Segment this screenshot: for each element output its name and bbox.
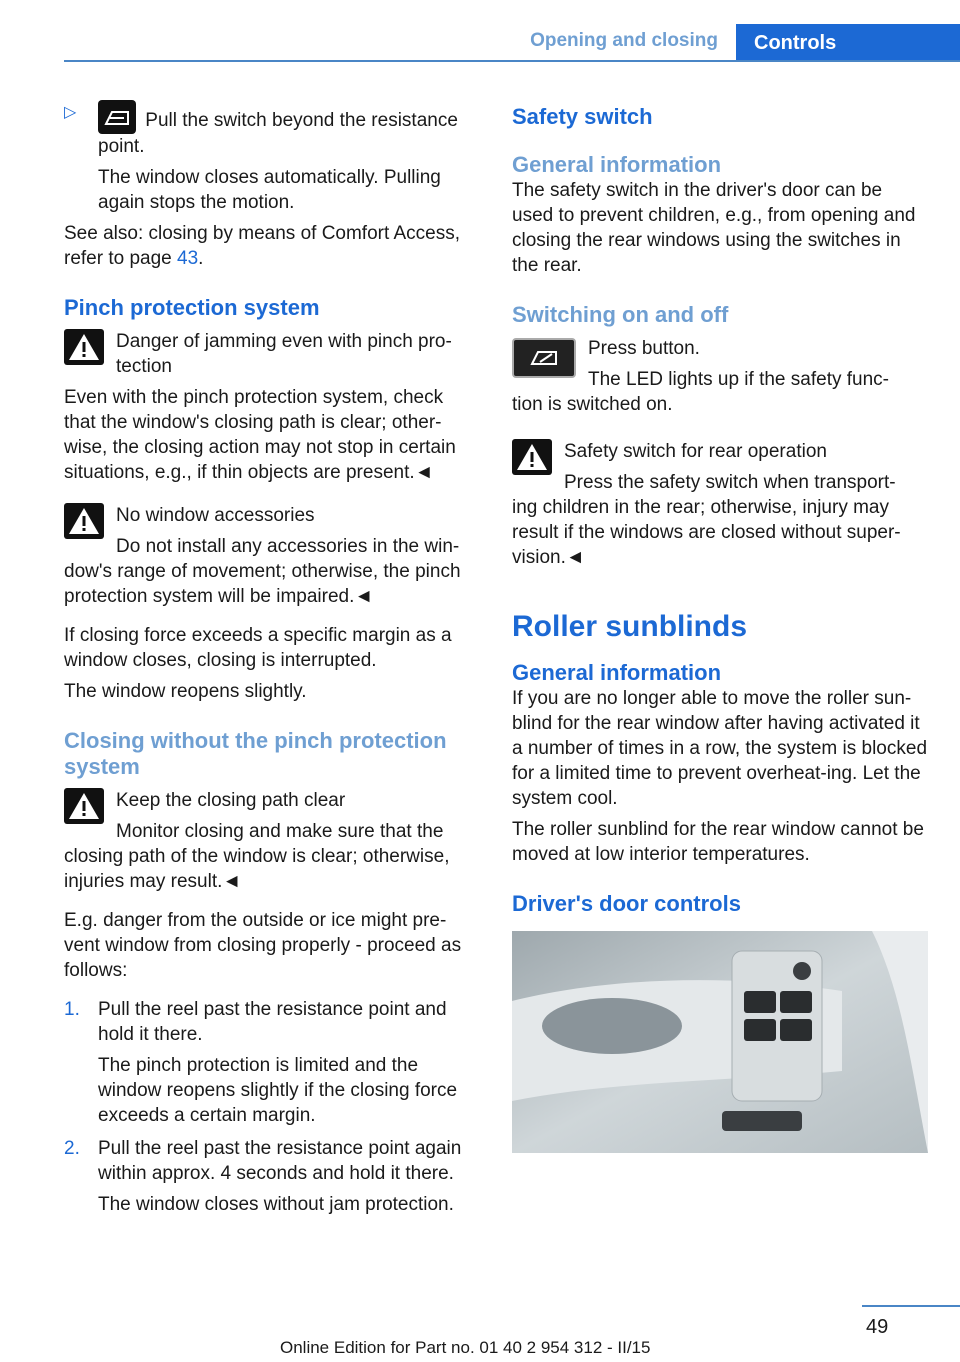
warning-icon: [512, 439, 552, 475]
see-also-text: See also: closing by means of Comfort Access, refer to page 43.: [64, 223, 461, 269]
step-subtext: The window closes without jam protection.: [98, 1194, 454, 1215]
warning-icon: [64, 329, 104, 365]
warning-title: Danger of jamming even with pinch pro-tection: [116, 331, 452, 377]
step-text: Pull the reel past the resistance point and hold it there.: [98, 999, 447, 1045]
paragraph: The window reopens slightly.: [64, 681, 307, 702]
press-button-text: Press button.: [588, 338, 700, 359]
warning-icon: [64, 788, 104, 824]
header-rule: [64, 60, 960, 62]
list-item: [64, 997, 480, 1128]
header-chapter-tab[interactable]: Controls: [736, 24, 960, 62]
led-text: tion is switched on.: [512, 394, 673, 415]
drivers-door-controls-photo: [512, 931, 928, 1153]
warning-body-line: Monitor closing and make sure that the: [116, 821, 444, 842]
drivers-door-controls-heading: Driver's door controls: [512, 891, 741, 916]
header-section-title: Opening and closing: [530, 30, 718, 51]
warning-body: ing children in the rear; otherwise, injury may result if the windows are closed without super-vision.◄: [512, 497, 901, 568]
page-link[interactable]: 43: [177, 248, 199, 269]
list-item: [64, 1136, 480, 1217]
warning-body: Even with the pinch protection system, check that the window's closing path is clear; other-wise, the closing action may not stop in certain situations, e.g., if thin objects are present.◄: [64, 387, 456, 483]
roller-text: The roller sunblind for the rear window cannot be moved at low interior temperatures.: [512, 819, 924, 865]
right-column: [512, 100, 928, 1153]
warning-block-1: [64, 329, 480, 485]
general-info-text: The safety switch in the driver's door can be used to prevent children, e.g., from opening and closing the rear windows using the switches in the rear.: [512, 180, 916, 276]
warning-body-line: Do not install any accessories in the win-: [116, 536, 460, 557]
closing-without-pinch-heading: Closing without the pinch protection system: [64, 728, 447, 779]
step-subtext: The pinch protection is limited and the window reopens slightly if the closing force exceeds a certain margin.: [98, 1055, 458, 1126]
step-number: 1.: [64, 999, 80, 1020]
warning-title: Safety switch for rear operation: [564, 441, 827, 462]
warning-body: dow's range of movement; otherwise, the pinch protection system will be impaired.◄: [64, 561, 461, 607]
step-text: Pull the reel past the resistance point again within approx. 4 seconds and hold it there.: [98, 1138, 462, 1184]
footer-rule: [862, 1305, 960, 1307]
press-button-block: [512, 336, 928, 392]
safety-switch-button-icon: [512, 338, 576, 378]
warning-block-3: [64, 788, 480, 894]
roller-text: If you are no longer able to move the roller sun-blind for the rear window after having activated it a number of times in a row, the system is blocked for a limited time to prevent overheat-ing. Let the system cool.: [512, 688, 928, 809]
warning-body-line: Press the safety switch when transport-: [564, 472, 896, 493]
page-number: 49: [866, 1316, 889, 1338]
paragraph: If closing force exceeds a specific margin as a window closes, closing is interrupted.: [64, 625, 452, 671]
led-text-line: The LED lights up if the safety func-: [588, 369, 889, 390]
warning-title: Keep the closing path clear: [116, 790, 346, 811]
warning-block-4: [512, 439, 928, 570]
window-switch-icon: [98, 100, 136, 134]
triangle-bullet-icon: ▷: [64, 104, 77, 121]
roller-sunblinds-heading: Roller sunblinds: [512, 610, 748, 643]
warning-block-2: [64, 503, 480, 609]
bullet-item: [64, 100, 480, 215]
bullet-text: Pull the switch beyond the resistance point.: [98, 110, 458, 157]
general-info-heading: General information: [512, 152, 722, 177]
left-column: [64, 100, 480, 1217]
paragraph: E.g. danger from the outside or ice might pre-vent window from closing properly - proceed as follows:: [64, 910, 462, 981]
footer-edition: Online Edition for Part no. 01 40 2 954 312 - II/15: [280, 1338, 651, 1357]
step-number: 2.: [64, 1138, 80, 1159]
bullet-subtext: The window closes automatically. Pulling again stops the motion.: [98, 167, 441, 213]
pinch-protection-heading: Pinch protection system: [64, 295, 320, 320]
warning-body: closing path of the window is clear; otherwise, injuries may result.◄: [64, 846, 450, 892]
switching-heading: Switching on and off: [512, 302, 729, 327]
warning-icon: [64, 503, 104, 539]
roller-general-info-heading: General information: [512, 660, 722, 685]
safety-switch-heading: Safety switch: [512, 104, 653, 129]
warning-title: No window accessories: [116, 505, 315, 526]
